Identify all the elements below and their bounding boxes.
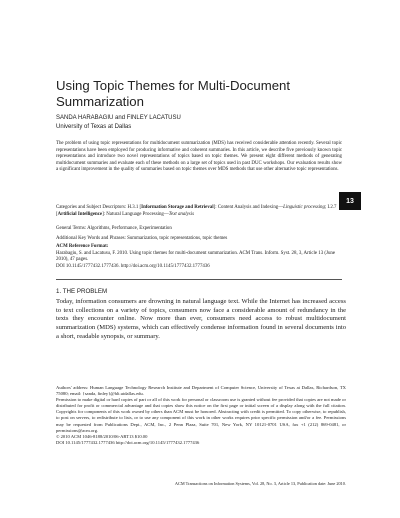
acm-ref-doi: DOI 10.1145/1777432.1777436. http://doi.acm.org/10.1145/1777432.1777436 [56, 263, 210, 269]
category-storage-retrieval: Information Storage and Retrieval [141, 205, 214, 210]
running-footer: ACM Transactions on Information Systems, Vol. 28, No. 3, Article 13, Publication date: June 2010. [174, 481, 346, 486]
article-number-tab: 13 [339, 192, 361, 210]
categories-mid2: ; I.2.7 [ [56, 205, 337, 217]
acm-ref-text: Harabagiu, S. and Lacatusu, F. 2010. Using topic themes for multi-document summarization. ACM Trans. Inform. Syst. 28, 3, Article 13 (June 2010), 47 pages. [56, 250, 336, 262]
abstract-text: The problem of using topic representations for multidocument summarization (MDS) has received considerable attention recently. Several topic representations have been employed for producing informative and coherent summaries. In this article, we describe five previously known topic representations and introduce two novel representations of topics based on topic themes. We present eight different methods of generating multidocument summaries and evaluate each of these methods on a large set of topics used in past DUC workshops. Our evaluation results show a significant improvement in the quality of summaries based on topic themes over MDS methods that use other alternative topic representations. [56, 141, 342, 172]
footnote-permission: Permission to make digital or hard copies of part or all of this work for personal or classroom use is granted without fee provided that copies are not made or distributed for profit or commercial advantage and that copies show this notice on the first page or initial screen of a display along with the full citation. Copyrights for components of this work owned by others than ACM must be honored. Abstracting with credit is permitted. To copy otherwise, to republish, to post on servers, to redistribute to lists, or to use any component of this work in other works requires prior specific permission and/or a fee. Permissions may be requested from Publications Dept., ACM, Inc., 2 Penn Plaza, Suite 701, New York, NY 10121-0701 USA, fax +1 (212) 869-0481, or permissions@acm.org. [56, 397, 346, 433]
section-divider [56, 279, 342, 280]
author-names: SANDA HARABAGIU and FINLEY LACATUSU [56, 115, 181, 121]
categories-mid1: ]: Content Analysis and Indexing— [213, 205, 284, 210]
general-terms: General Terms: Algorithms, Performance, Experimentation [56, 226, 172, 231]
paper-title: Using Topic Themes for Multi-Document Summarization [56, 78, 291, 109]
keywords: Additional Key Words and Phrases: Summarization, topic representations, topic themes [56, 236, 228, 241]
categories-prefix: Categories and Subject Descriptors: H.3.1 [ [56, 205, 142, 210]
intro-paragraph: Today, information consumers are drowning in natural language text. While the Internet has increased access to text collections on a variety of topics, consumers now face a considerable amount of redundancy in the texts they encounter online. Now more than ever, consumers need access to robust multidocument summarization (MDS) systems, which can effectively condense information found in several documents into a short, readable synopsis, or summary. [56, 298, 346, 340]
footnote-block [56, 385, 346, 446]
category-text-analysis: Text analysis [168, 211, 194, 217]
footnote-copyright: © 2010 ACM 1046-8188/2010/06-ART13 $10.00 [56, 433, 148, 439]
author-block [56, 114, 336, 132]
categories-descriptors [56, 205, 342, 218]
categories-mid3: ]: Natural Language Processing— [102, 211, 169, 217]
footnote-authors: Authors' address: Human Language Technology Research Institute and Department of Computer Science, University of Texas at Dallas, Richardson, TX 75080; email: {sanda, finley}@hlt.utdallas.edu. [56, 385, 346, 397]
category-linguistic: Linguistic processing [283, 205, 325, 210]
acm-reference [56, 244, 342, 270]
section-heading: 1. THE PROBLEM [56, 288, 108, 295]
category-ai: Artificial Intelligence [57, 211, 103, 217]
footnote-doi: DOI 10.1145/1777432.1777436 http://doi.acm.org/10.1145/1777432.1777436 [56, 439, 200, 445]
acm-ref-heading: ACM Reference Format: [56, 244, 109, 249]
author-affiliation: University of Texas at Dallas [56, 124, 132, 130]
